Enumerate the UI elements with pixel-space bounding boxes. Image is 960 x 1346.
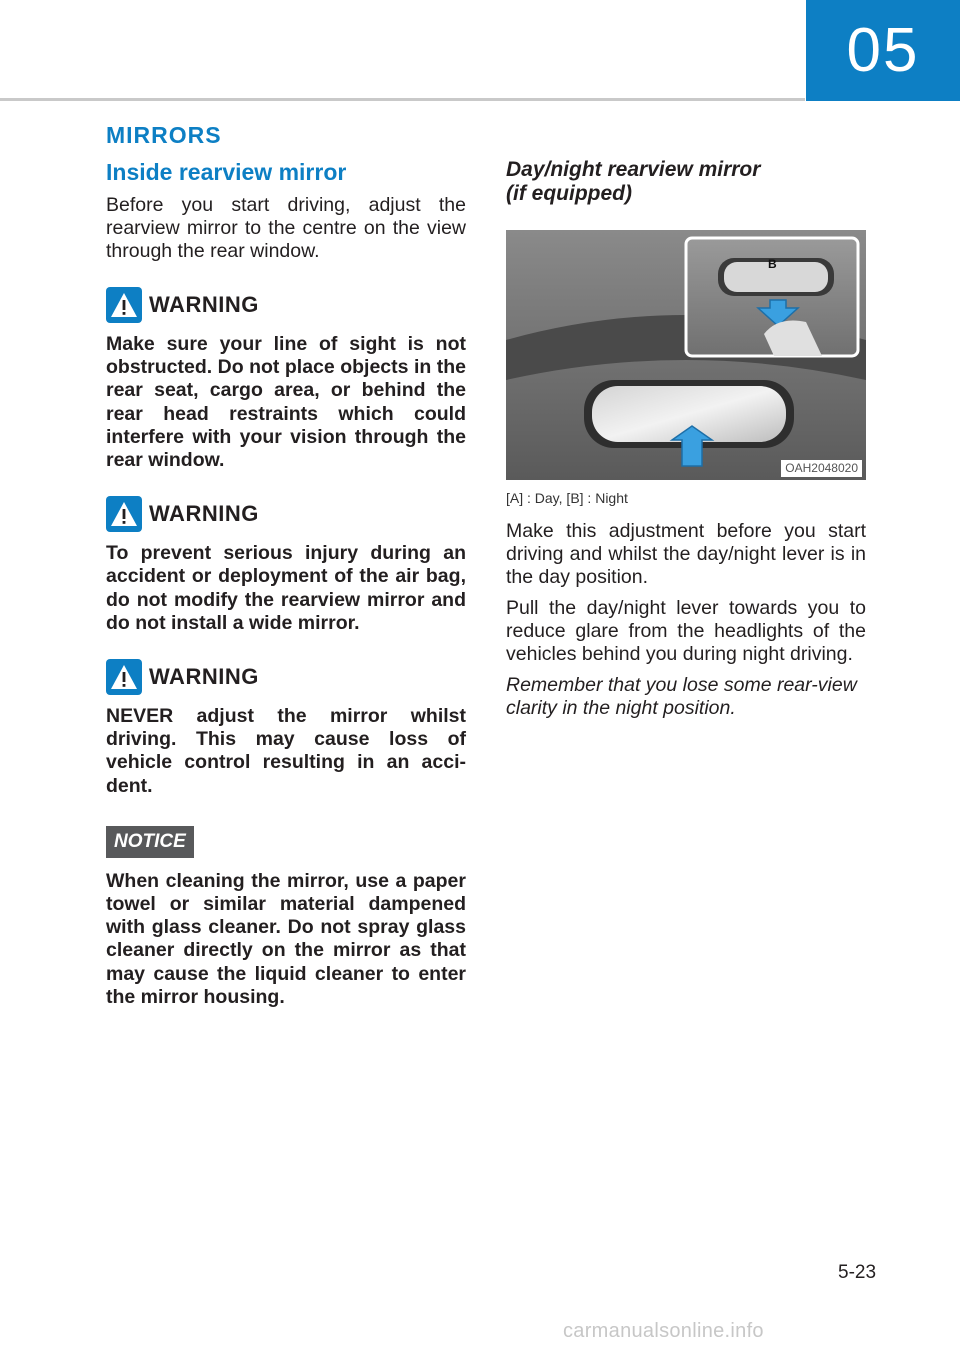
- lever-paragraph: Pull the day/night lever towards you to reduce glare from the headlights of the vehicles behind you during night driving.: [506, 597, 866, 665]
- figure-code: OAH2048020: [781, 460, 862, 477]
- header-rule: [0, 98, 805, 101]
- section-title: MIRRORS: [106, 122, 222, 148]
- warning-triangle-icon: [106, 659, 142, 695]
- left-column: [106, 158, 466, 1009]
- warning-triangle-icon: [106, 496, 142, 532]
- mirror-illustration: [506, 230, 866, 480]
- warning-triangle-icon: [106, 287, 142, 323]
- warning-text-3: NEVER adjust the mirror whilst driving. This may cause loss of vehicle control resulting in an acci-dent.: [106, 705, 466, 797]
- warning-header-1: [106, 287, 466, 323]
- warning-label: WARNING: [149, 664, 259, 690]
- notice-text: When cleaning the mirror, use a paper towel or similar material dampened with glass cleaner. Do not spray glass cleaner directly on the mirror as that may cause the liquid cleaner to enter the mirror housing.: [106, 869, 466, 1008]
- chapter-tab: 05: [806, 0, 960, 101]
- subhead-inside-mirror: Inside rearview mirror: [106, 159, 347, 185]
- watermark: carmanualsonline.info: [563, 1320, 764, 1342]
- adjustment-paragraph: Make this adjustment before you start driving and whilst the day/night lever is in the day position.: [506, 520, 866, 588]
- warning-label: WARNING: [149, 501, 259, 527]
- intro-paragraph: Before you start driving, adjust the rearview mirror to the centre on the view through the rear window.: [106, 194, 466, 262]
- notice-badge: NOTICE: [106, 826, 194, 858]
- right-column: [506, 158, 866, 720]
- figure-caption: [A] : Day, [B] : Night: [506, 490, 628, 506]
- subhead-day-night-mirror: Day/night rearview mirror: [506, 158, 761, 181]
- figure-label-b: B: [768, 257, 777, 271]
- warning-header-2: [106, 496, 466, 532]
- warning-text-2: To prevent serious injury during an accident or deployment of the air bag, do not modify the rearview mirror and do not install a wide mirror.: [106, 542, 466, 634]
- warning-label: WARNING: [149, 292, 259, 317]
- warning-header-3: [106, 659, 466, 695]
- warning-text-1: Make sure your line of sight is not obstructed. Do not place objects in the rear seat, cargo area, or behind the rear head restraints which could interfere with your vision through the rear window.: [106, 333, 466, 472]
- clarity-note: Remember that you lose some rear-view clarity in the night position.: [506, 674, 857, 719]
- mirror-figure: [506, 230, 866, 480]
- subhead-if-equipped: (if equipped): [506, 182, 632, 205]
- page-number: 5-23: [838, 1262, 877, 1283]
